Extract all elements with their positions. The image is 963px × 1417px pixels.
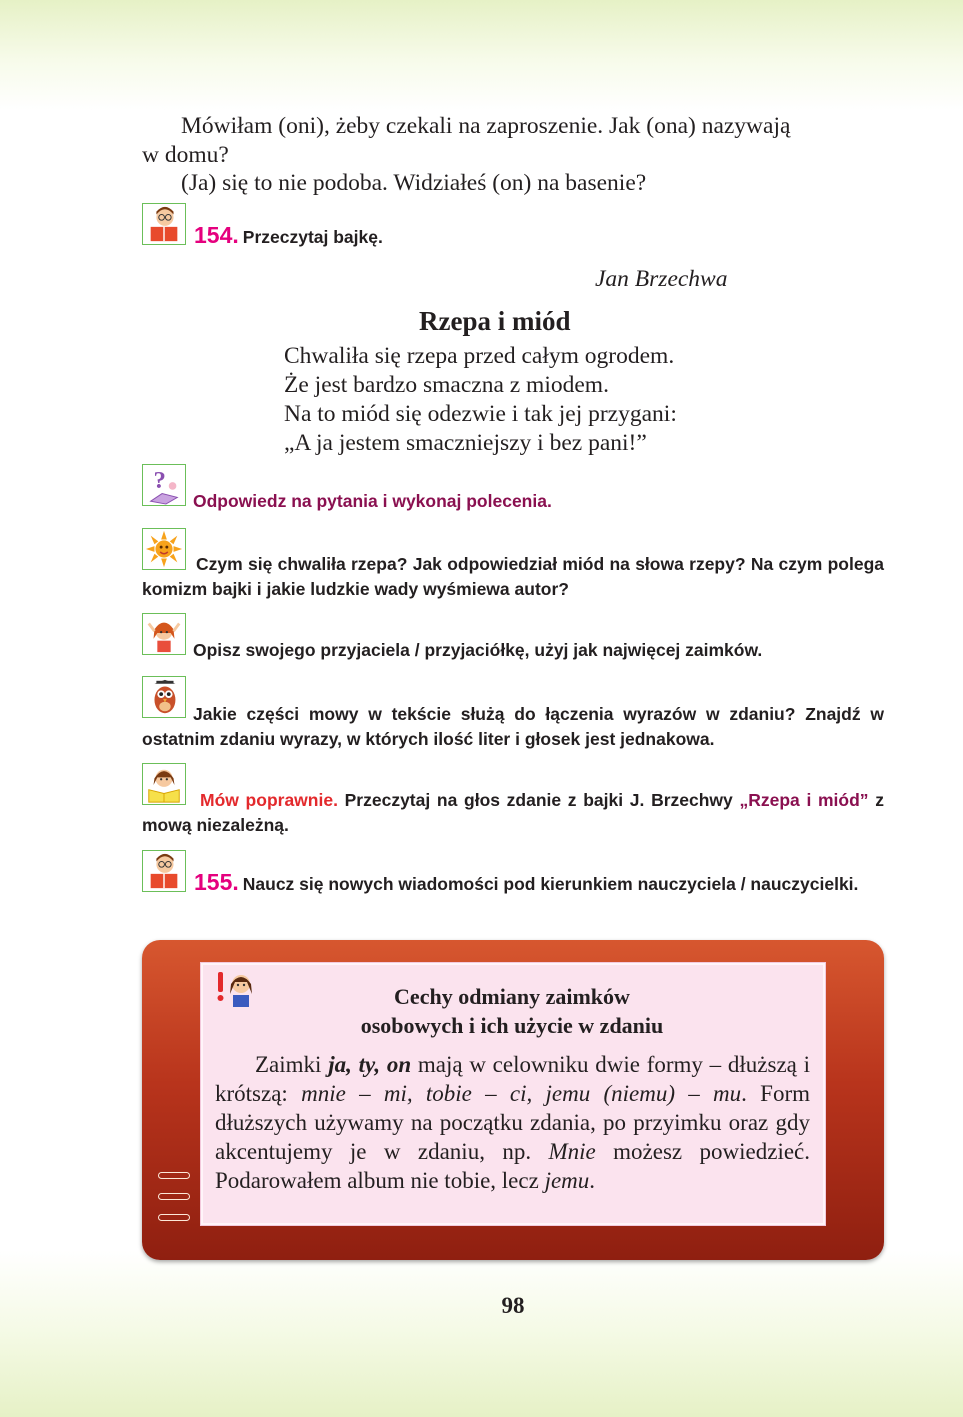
rule-title-line-2: osobowych i ich użycie w zdaniu xyxy=(360,1013,664,1038)
frame-tab-decoration xyxy=(158,1172,190,1179)
rule-title xyxy=(200,982,824,1040)
poem-line: „A ja jestem smaczniejszy i bez pani!” xyxy=(284,430,647,456)
rule-text: . xyxy=(589,1168,596,1193)
rule-text: mają w celowniku dwie formy – dłuższą i krótszą: xyxy=(215,1052,811,1106)
poem-author: Jan Brzechwa xyxy=(595,266,728,292)
task-3-text: Jakie części mowy w tekście służą do łączenia wyrazów w zdaniu? Znajdź w ostatnim zdaniu wyrazy, w których ilość liter i głosek jest jednakowa. xyxy=(142,704,884,749)
task-1-text: Czym się chwaliła rzepa? Jak odpowiedział miód na słowa rzepy? Na czym polega komizm bajki i jakie ludzkie wady wyśmiewa autor? xyxy=(142,554,884,599)
exercise-155 xyxy=(142,870,884,898)
poem-line: Na to miód się odezwie i tak jej przygani: xyxy=(284,401,677,427)
poem-line: Że jest bardzo smaczna z miodem. xyxy=(284,372,609,398)
question-mark-icon xyxy=(142,464,186,506)
intro-line-2: w domu? xyxy=(142,142,229,168)
intro-line-3: (Ja) się to nie podoba. Widziałeś (on) na basenie? xyxy=(181,170,647,196)
rule-forms: mnie – mi, tobie – ci, jemu (niemu) – mu xyxy=(301,1081,742,1106)
reading-boy-icon xyxy=(142,203,186,245)
svg-text:?: ? xyxy=(153,466,166,494)
frame-tab-decoration xyxy=(158,1193,190,1200)
task-4-end: z mową niezależną. xyxy=(142,790,884,835)
intro-line-1: Mówiłam (oni), żeby czekali na zaproszenie. Jak (ona) nazywają xyxy=(181,113,791,139)
rule-pronouns: ja, ty, on xyxy=(328,1052,412,1077)
rule-example: jemu xyxy=(544,1168,590,1193)
page-number: 98 xyxy=(501,1293,525,1318)
rule-text: . Form dłuższych używamy na początku zdania, po przyimku oraz gdy akcentujemy je w zdaniu, np. xyxy=(215,1081,810,1164)
poem-line: Chwaliła się rzepa przed całym ogrodem. xyxy=(284,343,675,369)
task-2-text: Opisz swojego przyjaciela / przyjaciółkę, użyj jak najwięcej zaimków. xyxy=(193,640,763,660)
rule-body xyxy=(215,1050,810,1195)
exercise-number: 155. xyxy=(194,869,239,895)
exercise-instruction: Naucz się nowych wiadomości pod kierunkiem nauczyciela / nauczycielki. xyxy=(242,874,859,894)
rule-text: Zaimki xyxy=(255,1052,322,1077)
exercise-154-header xyxy=(194,222,383,250)
poem-title: Rzepa i miód xyxy=(419,306,571,336)
rule-title-line-1: Cechy odmiany zaimków xyxy=(394,984,630,1009)
speak-correctly-label: Mów poprawnie. xyxy=(200,790,338,810)
frame-tab-decoration xyxy=(158,1214,190,1221)
rule-example: Mnie xyxy=(548,1139,596,1164)
questions-heading: Odpowiedz na pytania i wykonaj polecenia. xyxy=(193,491,552,511)
fable-title: „Rzepa i miód” xyxy=(739,790,869,810)
task-4-text xyxy=(142,788,884,838)
rule-text: możesz powiedzieć. Podarowałem album nie tobie, lecz xyxy=(215,1139,811,1193)
exercise-number: 154. xyxy=(194,222,239,248)
girl-icon xyxy=(142,613,186,655)
task-4-instruction: Przeczytaj na głos zdanie z bajki J. Brzechwy xyxy=(344,790,733,810)
exercise-instruction: Przeczytaj bajkę. xyxy=(242,227,383,247)
